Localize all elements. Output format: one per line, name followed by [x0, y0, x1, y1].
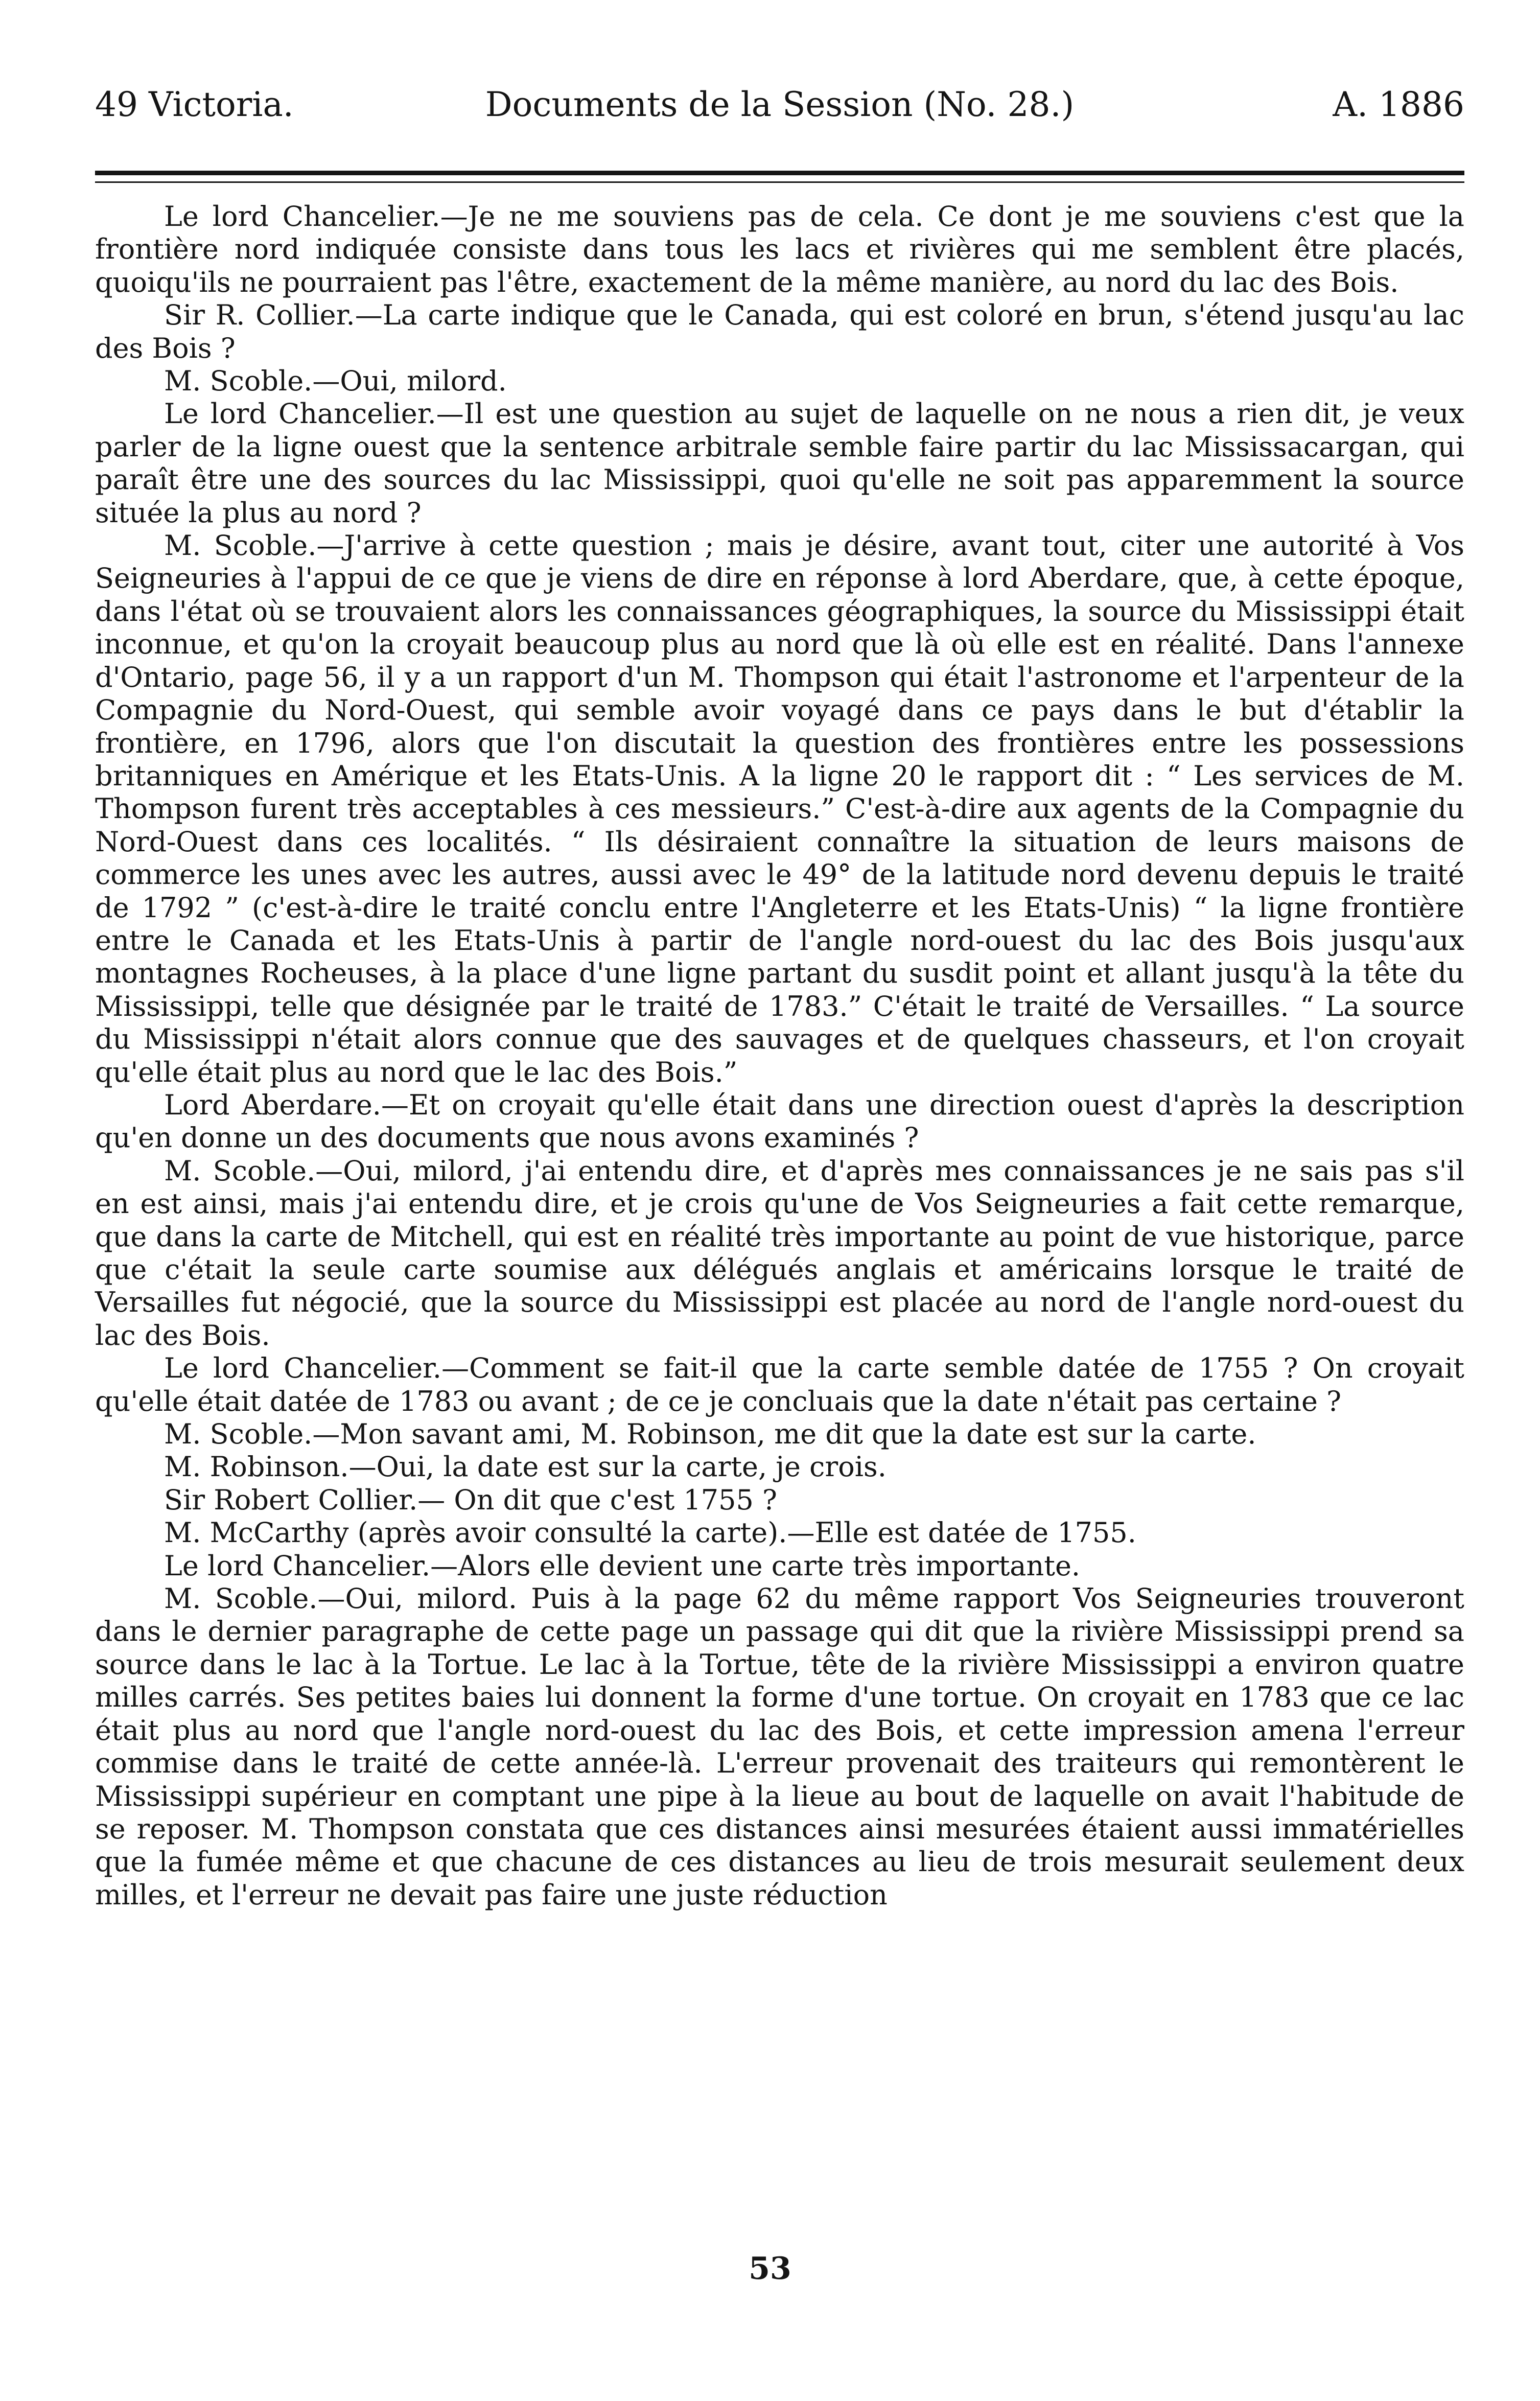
- header-right: A. 1886: [1333, 85, 1464, 124]
- header-rule-thick: [95, 171, 1464, 175]
- paragraph: M. Scoble.—Mon savant ami, M. Robinson, me dit que la date est sur la carte.: [164, 1418, 1256, 1451]
- paragraph: M. Robinson.—Oui, la date est sur la carte, je crois.: [164, 1451, 886, 1483]
- paragraph: M. Scoble.—Oui, milord, j'ai entendu dire, et d'après mes connaissances je ne sais pas s'il en est ainsi, mais j'ai entendu dire, et je crois qu'une de Vos Seigneuries a fait cette remarque, que dans la carte de Mitchell, qui est en réalité très importante au point de vue historique, parce que c'était la seule carte soumise aux délégués anglais et américains lorsque le traité de Versailles fut négocié, que la source du Mississippi est placée au nord de l'angle nord-ouest du lac des Bois.: [95, 1154, 1464, 1351]
- header-rule-thin: [95, 181, 1464, 183]
- paragraph: Le lord Chancelier.—Il est une question au sujet de laquelle on ne nous a rien dit, je veux parler de la ligne ouest que la sentence arbitrale semble faire partir du lac Mississacargan, qui paraît être une des sources du lac Mississippi, quoi qu'elle ne soit pas apparemment la source située la plus au nord ?: [95, 398, 1464, 529]
- header-title: Documents de la Session (No. 28.): [485, 85, 1075, 124]
- paragraph: Le lord Chancelier.—Je ne me souviens pas de cela. Ce dont je me souviens c'est que la frontière nord indiquée consiste dans tous les lacs et rivières qui me semblent être placés, quoiqu'ils ne pourraient pas l'être, exactement de la même manière, au nord du lac des Bois.: [95, 200, 1464, 298]
- page-number: 53: [749, 2251, 791, 2287]
- paragraph: M. McCarthy (après avoir consulté la carte).—Elle est datée de 1755.: [164, 1517, 1136, 1549]
- paragraph: M. Scoble.—Oui, milord. Puis à la page 62 du même rapport Vos Seigneuries trouveront dans le dernier paragraphe de cette page un passage qui dit que la rivière Mississippi prend sa source dans le lac à la Tortue. Le lac à la Tortue, tête de la rivière Mississippi a environ quatre milles carrés. Ses petites baies lui donnent la forme d'une tortue. On croyait en 1783 que ce lac était plus au nord que l'angle nord-ouest du lac des Bois, et cette impression amena l'erreur commise dans le traité de cette année-là. L'erreur provenait des traiteurs qui remontèrent le Mississippi supérieur en comptant une pipe à la lieue au bout de laquelle on avait l'habitude de se reposer. M. Thompson constata que ces distances ainsi mesurées étaient aussi immatérielles que la fumée même et que chacune de ces distances au lieu de trois mesurait seulement deux milles, et l'erreur ne devait pas faire une juste réduction: [95, 1582, 1464, 1911]
- paragraph: Le lord Chancelier.—Alors elle devient une carte très importante.: [164, 1549, 1081, 1582]
- body-text: [95, 200, 1464, 1912]
- header-left: 49 Victoria.: [95, 85, 294, 124]
- paragraph: Lord Aberdare.—Et on croyait qu'elle était dans une direction ouest d'après la description qu'en donne un des documents que nous avons examinés ?: [95, 1088, 1464, 1154]
- paragraph: Sir Robert Collier.— On dit que c'est 1755 ?: [164, 1483, 777, 1516]
- paragraph: M. Scoble.—J'arrive à cette question ; mais je désire, avant tout, citer une autorité à Vos Seigneuries à l'appui de ce que je viens de dire en réponse à lord Aberdare, que, à cette époque, dans l'état où se trouvaient alors les connaissances géographiques, la source du Mississippi était inconnue, et qu'on la croyait beaucoup plus au nord que là où elle est en réalité. Dans l'annexe d'Ontario, page 56, il y a un rapport d'un M. Thompson qui était l'astronome et l'arpenteur de la Compagnie du Nord-Ouest, qui semble avoir voyagé dans ce pays dans le but d'établir la frontière, en 1796, alors que l'on discutait la question des frontières entre les possessions britanniques en Amérique et les Etats-Unis. A la ligne 20 le rapport dit : “ Les services de M. Thompson furent très acceptables à ces messieurs.” C'est-à-dire aux agents de la Compagnie du Nord-Ouest dans ces localités. “ Ils désiraient connaître la situation de leurs maisons de commerce les unes avec les autres, aussi avec le 49° de la latitude nord devenu depuis le traité de 1792 ” (c'est-à-dire le traité conclu entre l'Angleterre et les Etats-Unis) “ la ligne frontière entre le Canada et les Etats-Unis à partir de l'angle nord-ouest du lac des Bois jusqu'aux montagnes Rocheuses, à la place d'une ligne partant du susdit point et allant jusqu'à la tête du Mississippi, telle que désignée par le traité de 1783.” C'était le traité de Versailles. “ La source du Mississippi n'était alors connue que des sauvages et de quelques chasseurs, et l'on croyait qu'elle était plus au nord que le lac des Bois.”: [95, 529, 1464, 1088]
- paragraph: M. Scoble.—Oui, milord.: [164, 365, 507, 398]
- paragraph: Le lord Chancelier.—Comment se fait-il que la carte semble datée de 1755 ? On croyait qu'elle était datée de 1783 ou avant ; de ce je concluais que la date n'était pas certaine ?: [95, 1352, 1464, 1417]
- running-head: [95, 77, 1464, 133]
- paragraph: Sir R. Collier.—La carte indique que le Canada, qui est coloré en brun, s'étend jusqu'au lac des Bois ?: [95, 299, 1464, 364]
